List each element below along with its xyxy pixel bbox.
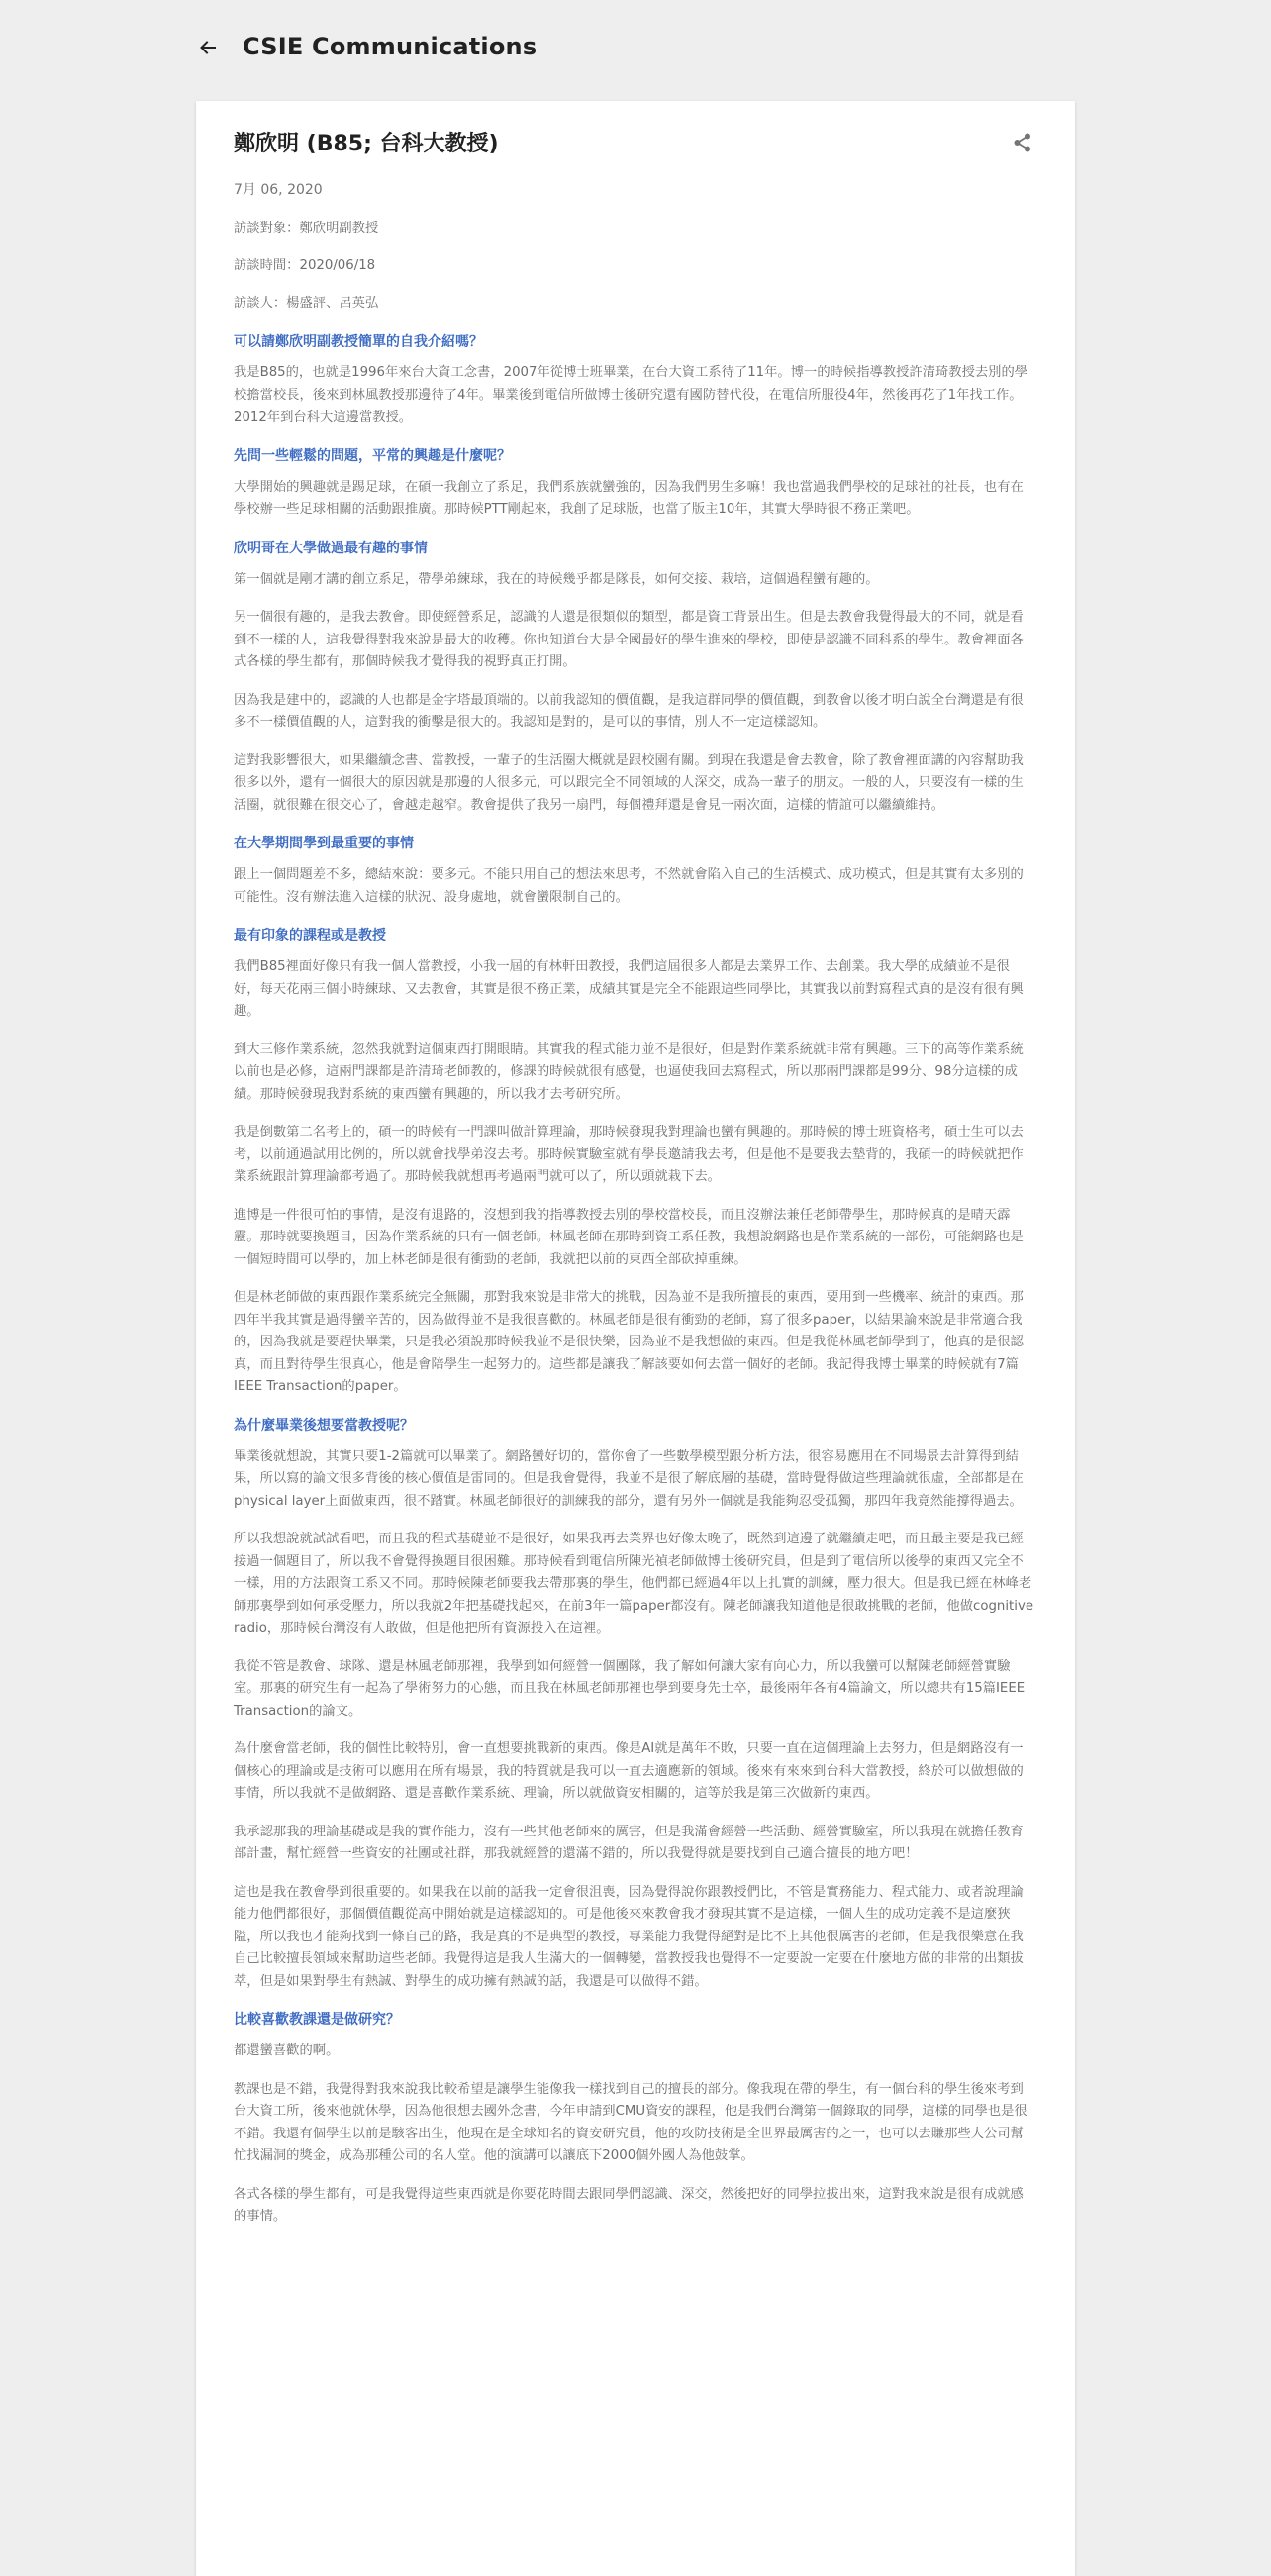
paragraph: 為什麼會當老師，我的個性比較特別，會一直想要挑戰新的東西。像是AI就是萬年不敗，只要一直在這個理論上去努力，但是網路沒有一個核心的理論或是技術可以應用在所有場景，我的特質就是我可以一直去適應新的領域。後來有來來到台科大當教授，終於可以做想做的事情，所以我就不是做網路、還是喜歡作業系統、理論，所以就做資安相關的，這等於我是第三次做新的東西。	[234, 1741, 1024, 1801]
section-heading: 可以請鄭欣明副教授簡單的自我介紹嗎？	[234, 334, 483, 349]
paragraph: 進博是一件很可怕的事情，是沒有退路的，沒想到我的指導教授去別的學校當校長，而且沒辦法兼任老師帶學生，那時候真的是晴天霹靂。那時就要換題目，因為作業系統的只有一個老師。林風老師在那時到資工系任教，我想說網路也是作業系統的一部份，可能網路也是一個短時間可以學的，加上林老師是很有衝勁的老師，我就把以前的東西全部砍掉重練。	[234, 1207, 1024, 1267]
paragraph: 因為我是建中的，認識的人也都是金字塔最頂端的。以前我認知的價值觀，是我這群同學的價值觀，到教會以後才明白說全台灣還是有很多不一樣價值觀的人，這對我的衝擊是很大的。我認知是對的，是可以的事情，別人不一定這樣認知。	[234, 692, 1024, 730]
paragraph: 我們B85裡面好像只有我一個人當教授，小我一屆的有林軒田教授，我們這屆很多人都是去業界工作、去創業。我大學的成績並不是很好，每天花兩三個小時練球、又去教會，其實是很不務正業，成績其實是完全不能跟這些同學比，其實我以前對寫程式真的是沒有很有興趣。	[234, 959, 1024, 1019]
paragraph: 跟上一個問題差不多，總結來說：要多元。不能只用自己的想法來思考，不然就會陷入自己的生活模式、成功模式，但是其實有太多別的可能性。沒有辦法進入這樣的狀況、設身處地，就會蠻限制自己的。	[234, 867, 1024, 905]
paragraph: 我是倒數第二名考上的，碩一的時候有一門課叫做計算理論，那時候發現我對理論也蠻有興趣的。那時候的博士班資格考，碩士生可以去考，以前通過試用比例的，所以就會找學弟沒去考。那時候實驗室就有學長邀請我去考，但是他不是要我去墊背的，我碩一的時候就把作業系統跟計算理論都考過了。那時候我就想再考過兩門就可以了，所以頭就栽下去。	[234, 1125, 1024, 1184]
post-date: 7月 06, 2020	[234, 182, 323, 198]
meta-interview-time: 訪談時間：2020/06/18	[234, 258, 376, 273]
section-heading: 欣明哥在大學做過最有趣的事情	[234, 540, 428, 556]
paragraph: 第一個就是剛才講的創立系足，帶學弟練球，我在的時候幾乎都是隊長，如何交接、栽培，這個過程蠻有趣的。	[234, 571, 879, 587]
paragraph: 另一個很有趣的，是我去教會。即使經營系足，認識的人還是很類似的類型，都是資工背景出生。但是去教會我覺得最大的不同，就是看到不一樣的人，這我覺得對我來說是最大的收穫。你也知道台大是全國最好的學生進來的學校，即使是認識不同科系的學生。教會裡面各式各樣的學生都有，那個時候我才覺得我的視野真正打開。	[234, 610, 1024, 669]
paragraph: 所以我想說就試試看吧，而且我的程式基礎並不是很好，如果我再去業界也好像太晚了，既然到這邊了就繼續走吧，而且最主要是我已經接過一個題目了，所以我不會覺得換題目很困難。那時候看到電信所陳光禎老師做博士後研究員，但是到了電信所以後學的東西又完全不一樣，用的方法跟資工系又不同。那時候陳老師要我去帶那裏的學生，他們都已經過4年以上扎實的訓練，壓力很大。但是我已經在林峰老師那裏學到如何承受壓力，所以我就2年把基礎找起來，在前3年一篇paper都沒有。陳老師讓我知道他是很敢挑戰的老師，他做cognitive radio，那時候台灣沒有人敢做，但是他把所有資源投入在這裡。	[234, 1532, 1033, 1635]
section-heading: 比較喜歡教課還是做研究？	[234, 2012, 400, 2028]
paragraph: 都還蠻喜歡的啊。	[234, 2043, 340, 2058]
share-button[interactable]	[1009, 129, 1036, 156]
section-heading: 最有印象的課程或是教授	[234, 928, 386, 943]
post-title: 鄭欣明 (B85; 台科大教授)	[234, 132, 499, 156]
paragraph: 到大三修作業系統，忽然我就對這個東西打開眼睛。其實我的程式能力並不是很好，但是對作業系統就非常有興趣。三下的高等作業系統以前也是必修，這兩門課都是許清琦老師教的，修課的時候就很有感覺，也逼使我回去寫程式，所以那兩門課都是99分、98分這樣的成績。那時候發現我對系統的東西蠻有興趣的，所以我才去考研究所。	[234, 1041, 1024, 1102]
paragraph: 這對我影響很大，如果繼續念書、當教授，一輩子的生活圈大概就是跟校園有關。到現在我還是會去教會，除了教會裡面講的內容幫助我很多以外，還有一個很大的原因就是那邊的人很多元，可以跟完全不同領域的人深交，成為一輩子的朋友。一般的人，只要沒有一樣的生活圈，就很難在很交心了，會越走越窄。教會提供了我另一扇門，每個禮拜還是會見一兩次面，這樣的情誼可以繼續維持。	[234, 752, 1024, 813]
arrow-left-icon	[198, 38, 218, 57]
paragraph: 畢業後就想說，其實只要1-2篇就可以畢業了。網路蠻好切的，當你會了一些數學模型跟分析方法，很容易應用在不同場景去計算得到結果，所以寫的論文很多背後的核心價值是雷同的。但是我會覺得，我並不是很了解底層的基礎，當時覺得做這些理論就很虛，全部都是在physical layer上面做東西，很不踏實。林風老師很好的訓練我的部分，還有另外一個就是我能夠忍受孤獨，那四年我竟然能撐得過去。	[234, 1448, 1024, 1509]
meta-interviewee: 訪談對象：鄭欣明副教授	[234, 221, 379, 236]
share-icon	[1009, 129, 1036, 156]
section-heading: 為什麼畢業後想要當教授呢？	[234, 1417, 414, 1434]
post-body	[234, 218, 1035, 2244]
meta-interviewers: 訪談人：楊盛評、呂英弘	[234, 296, 379, 311]
paragraph: 我承認那我的理論基礎或是我的實作能力，沒有一些其他老師來的厲害，但是我滿會經營一些活動、經營實驗室，所以我現在就擔任教育部計畫，幫忙經營一些資安的社團或社群，那我就經營的還滿不錯的，所以我覺得就是要找到自己適合擅長的地方吧！	[234, 1824, 1024, 1861]
site-title[interactable]: CSIE Communications	[243, 33, 538, 60]
paragraph: 我是B85的，也就是1996年來台大資工念書，2007年從博士班畢業，在台大資工系待了11年。博一的時候指導教授許清琦教授去別的學校擔當校長，後來到林風教授那邊待了4年。畢業後到電信所做博士後研究還有國防替代役，在電信所服役4年，然後再花了1年找工作。2012年到台科大這邊當教授。	[234, 365, 1028, 425]
section-heading: 先問一些輕鬆的問題，平常的興趣是什麼呢？	[234, 447, 511, 464]
paragraph: 我從不管是教會、球隊、還是林風老師那裡，我學到如何經營一個團隊，我了解如何讓大家有向心力，所以我蠻可以幫陳老師經營實驗室。那裏的研究生有一起為了學術努力的心態，而且我在林風老師那裡也學到要身先士卒，最後兩年各有4篇論文，所以總共有15篇IEEE Transaction的論文。	[234, 1658, 1026, 1719]
paragraph: 各式各樣的學生都有，可是我覺得這些東西就是你要花時間去跟同學們認識、深交，然後把好的同學拉拔出來，這對我來說是很有成就感的事情。	[234, 2186, 1024, 2224]
post-card	[196, 101, 1075, 2576]
app-bar	[0, 0, 1271, 95]
paragraph: 這也是我在教會學到很重要的。如果我在以前的話我一定會很沮喪，因為覺得說你跟教授們比，不管是實務能力、程式能力、或者說理論能力他們都很好，那個價值觀從高中開始就是這樣認知的。可是他後來來教會我才發現其實不是這樣，一個人生的成功定義不是這麼狹隘，所以我也才能夠找到一條自己的路，我是真的不是典型的教授，專業能力我覺得絕對是比不上其他很厲害的老師，但是我很樂意在我自己比較擅長領域來幫助這些老師。我覺得這是我人生滿大的一個轉變，當教授我也覺得不一定要說一定要在什麼地方做的非常的出類拔萃，但是如果對學生有熱誠、對學生的成功擁有熱誠的話，我還是可以做得不錯。	[234, 1884, 1024, 1989]
paragraph: 教課也是不錯，我覺得對我來說我比較希望是讓學生能像我一樣找到自己的擅長的部分。像我現在帶的學生，有一個台科的學生後來考到台大資工所，後來他就休學，因為他很想去國外念書，今年申請到CMU資安的課程，他是我們台灣第一個錄取的同學，這樣的同學也是很不錯。我還有個學生以前是駭客出生，他現在是全球知名的資安研究員，他的攻防技術是全世界最厲害的之一，也可以去賺那些大公司幫忙找漏洞的獎金，成為那種公司的名人堂。他的演講可以讓底下2000個外國人為他鼓掌。	[234, 2081, 1027, 2163]
paragraph: 但是林老師做的東西跟作業系統完全無關，那對我來說是非常大的挑戰，因為並不是我所擅長的東西，要用到一些機率、統計的東西。那四年半我其實是過得蠻辛苦的，因為做得並不是我很喜歡的。林風老師是很有衝勁的老師，寫了很多paper，以結果論來說是非常適合我的，因為我就是要趕快畢業，只是我必須說那時候我並不是很快樂，因為並不是我想做的東西。但是我從林風老師學到了，他真的是很認真，而且對待學生很真心，他是會陪學生一起努力的。這些都是讓我了解該要如何去當一個好的老師。我記得我博士畢業的時候就有7篇IEEE Transaction的paper。	[234, 1290, 1024, 1394]
paragraph: 大學開始的興趣就是踢足球，在碩一我創立了系足，我們系族就蠻強的，因為我們男生多嘛！我也當過我們學校的足球社的社長，也有在學校辦一些足球相關的活動跟推廣。那時候PTT剛起來，我創了足球版，也當了版主10年，其實大學時很不務正業吧。	[234, 479, 1024, 517]
section-heading: 在大學期間學到最重要的事情	[234, 836, 414, 851]
back-button[interactable]	[194, 32, 222, 63]
